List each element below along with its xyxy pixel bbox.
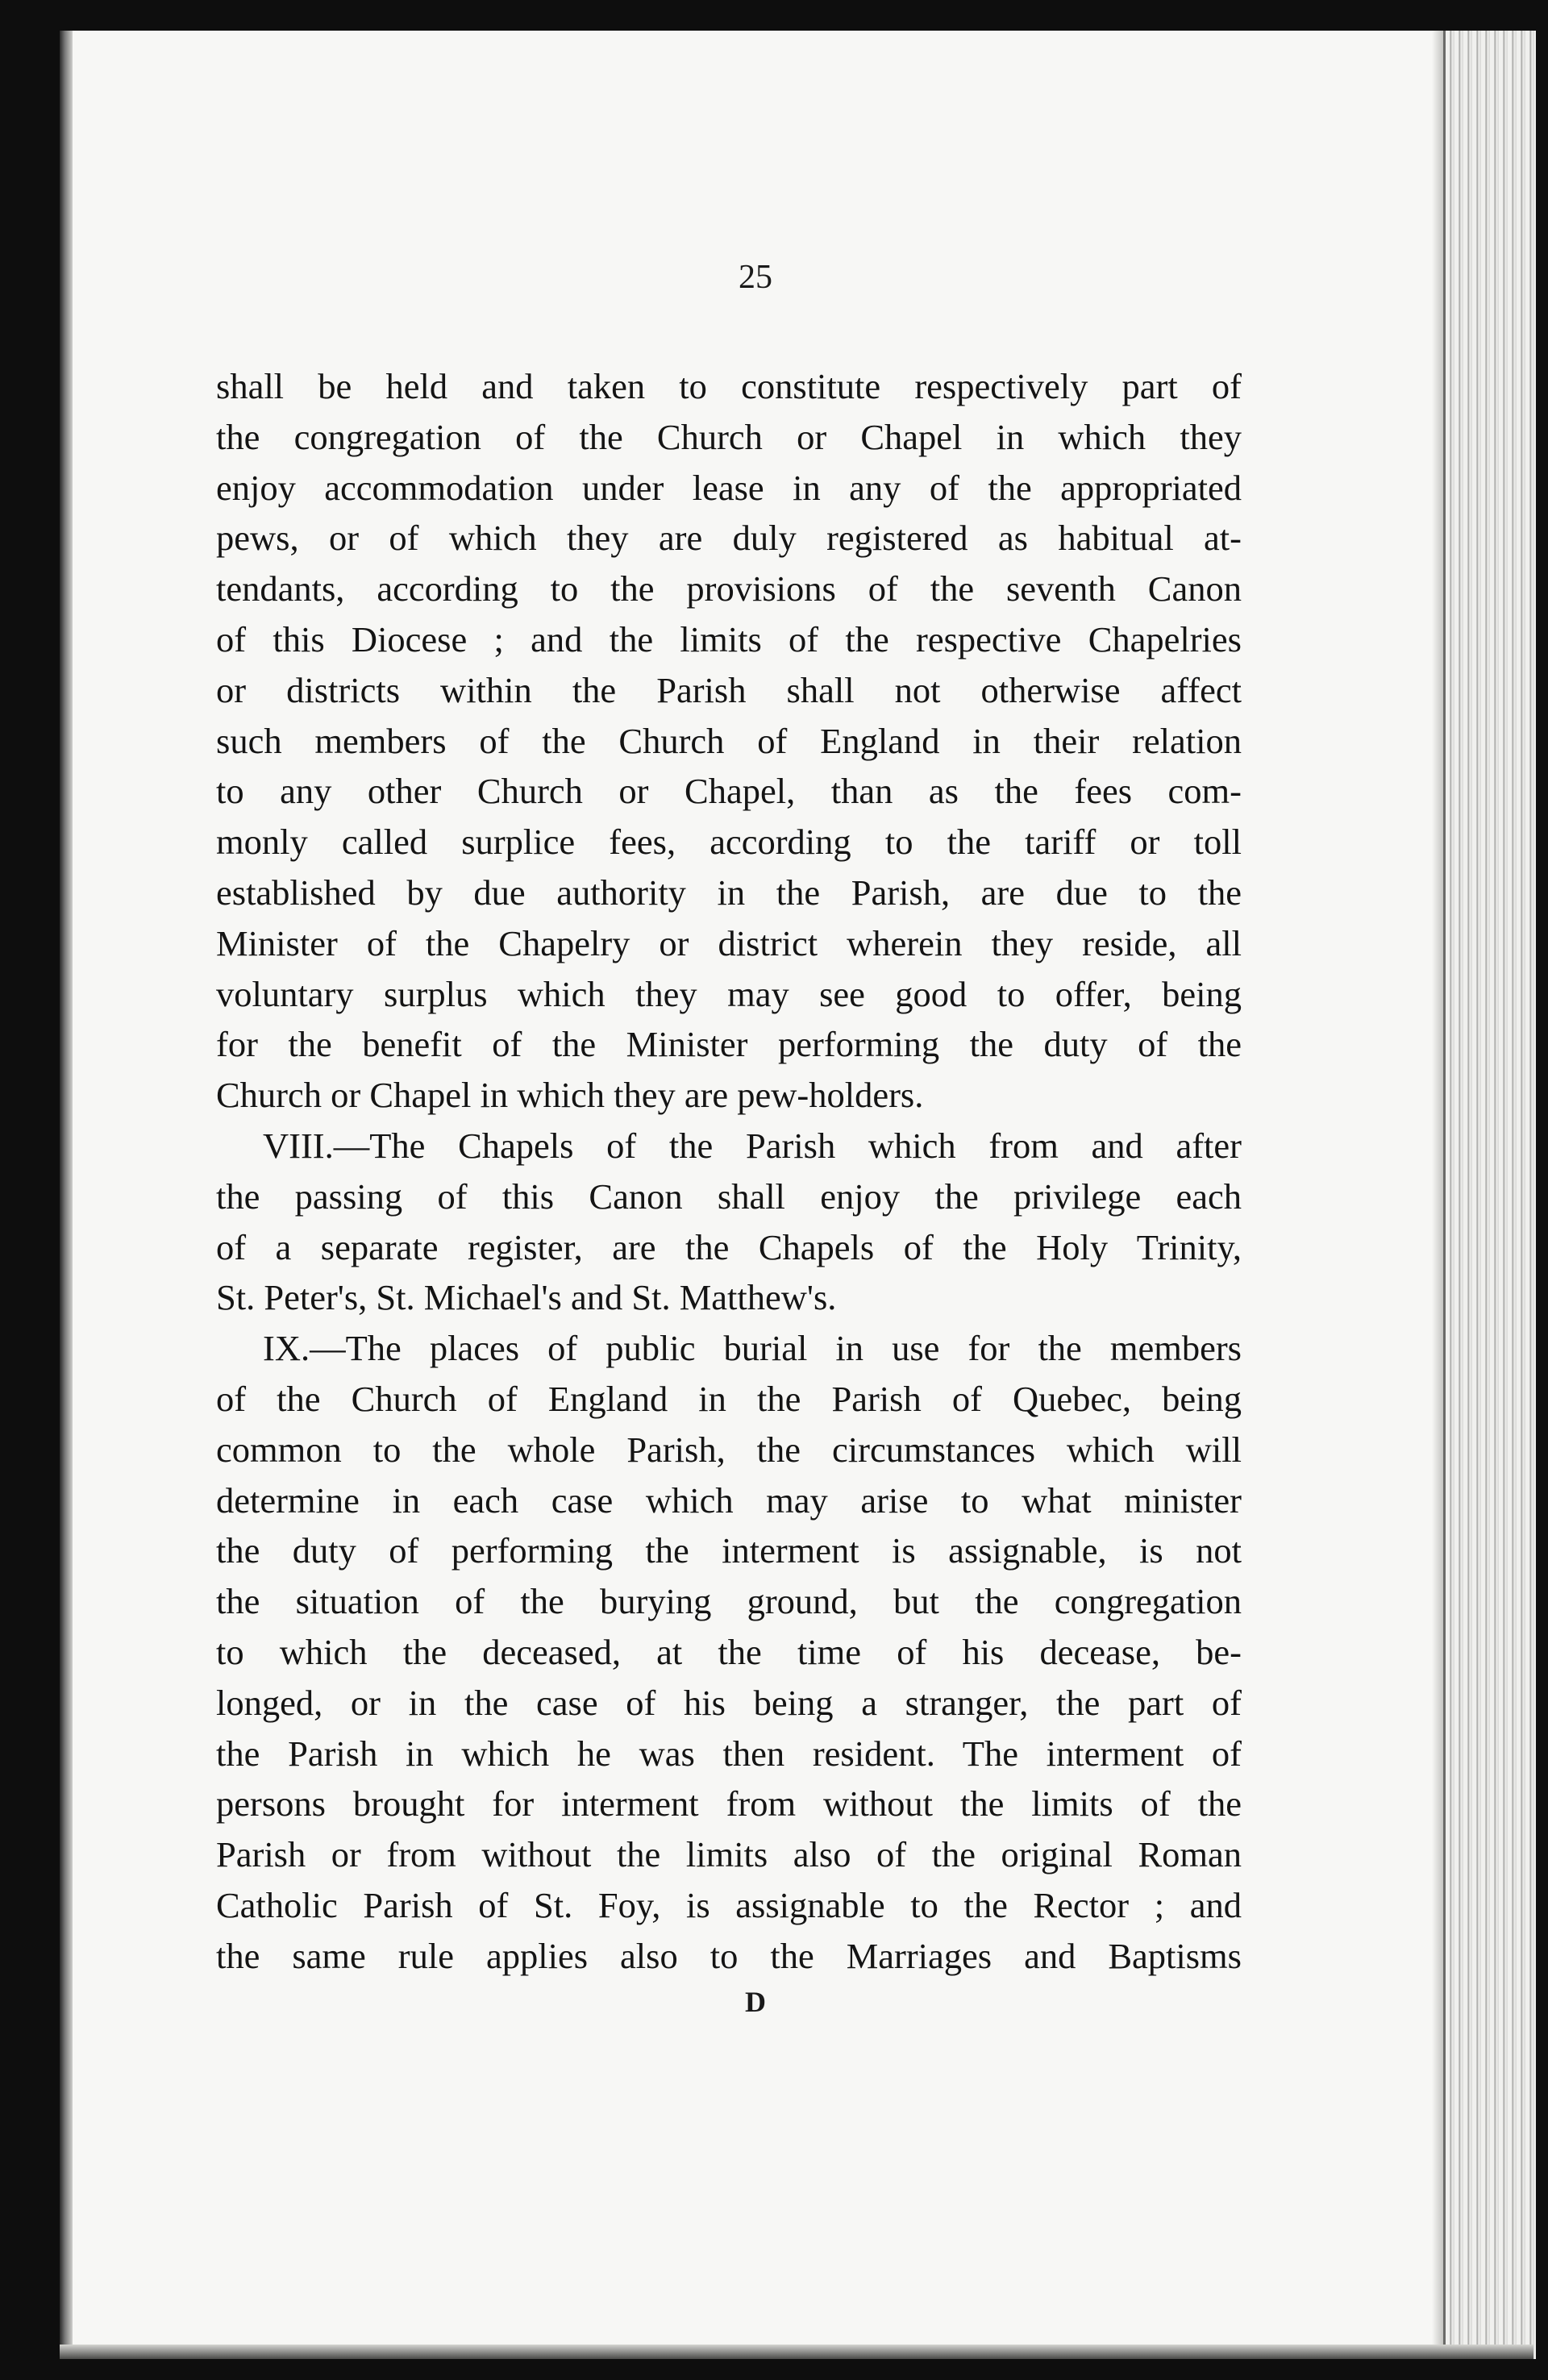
- text-line: of this Diocese ; and the limits of the respective Chapelries: [216, 618, 1242, 659]
- text-line: common to the whole Parish, the circumstances which will: [216, 1429, 1242, 1470]
- text-line: the passing of this Canon shall enjoy the privilege each: [216, 1175, 1242, 1217]
- text-line: monly called surplice fees, according to the tariff or toll: [216, 822, 1242, 863]
- text-line: Minister of the Chapelry or district wherein they reside, all: [216, 922, 1242, 963]
- book-page: [60, 31, 1451, 2359]
- text-line: pews, or of which they are duly registered as habitual at-: [216, 518, 1242, 559]
- section-viii-first-line: VIII.—The Chapels of the Parish which from and after: [263, 1125, 1242, 1166]
- text-line: Catholic Parish of St. Foy, is assignable to the Rector ; and: [216, 1884, 1242, 1925]
- text-line: established by due authority in the Parish, are due to the: [216, 872, 1242, 913]
- text-line: or districts within the Parish shall not otherwise affect: [216, 669, 1242, 710]
- text-line: of the Church of England in the Parish of Quebec, being: [216, 1378, 1242, 1419]
- text-line: persons brought for interment from without the limits of the: [216, 1783, 1242, 1825]
- text-line: the congregation of the Church or Chapel in which they: [216, 416, 1242, 457]
- text-line: such members of the Church of England in their relation: [216, 720, 1242, 761]
- book-gutter: [60, 31, 73, 2359]
- paragraph-end-line: Church or Chapel in which they are pew-holders.: [216, 1075, 924, 1116]
- text-line: enjoy accommodation under lease in any of the appropriated: [216, 467, 1242, 508]
- paragraph-end-line: St. Peter's, St. Michael's and St. Matthew's.: [216, 1277, 837, 1318]
- page-number: 25: [739, 259, 772, 296]
- text-line: shall be held and taken to constitute respectively part of: [216, 366, 1242, 406]
- text-line: the same rule applies also to the Marriages and Baptisms: [216, 1935, 1242, 1976]
- text-line: the duty of performing the interment is assignable, is not: [216, 1530, 1242, 1571]
- text-line: of a separate register, are the Chapels of the Holy Trinity,: [216, 1226, 1242, 1267]
- page-edges: [1443, 31, 1536, 2359]
- text-line: determine in each case which may arise to what minister: [216, 1479, 1242, 1521]
- text-line: to which the deceased, at the time of his decease, be-: [216, 1631, 1242, 1672]
- signature-mark: D: [745, 1986, 766, 2018]
- text-line: tendants, according to the provisions of the seventh Canon: [216, 568, 1242, 610]
- body-text: [216, 361, 1242, 1982]
- text-line: for the benefit of the Minister performing the duty of the: [216, 1024, 1242, 1065]
- text-line: the situation of the burying ground, but the congregation: [216, 1581, 1242, 1622]
- text-line: the Parish in which he was then resident. The interment of: [216, 1733, 1242, 1774]
- bottom-edge-shadow: [60, 2345, 1533, 2359]
- text-line: Parish or from without the limits also of the original Roman: [216, 1834, 1242, 1875]
- text-line: voluntary surplus which they may see good to offer, being: [216, 973, 1242, 1014]
- section-ix-first-line: IX.—The places of public burial in use for the members: [263, 1328, 1242, 1369]
- text-line: longed, or in the case of his being a stranger, the part of: [216, 1682, 1242, 1723]
- text-line: to any other Church or Chapel, than as the fees com-: [216, 771, 1242, 812]
